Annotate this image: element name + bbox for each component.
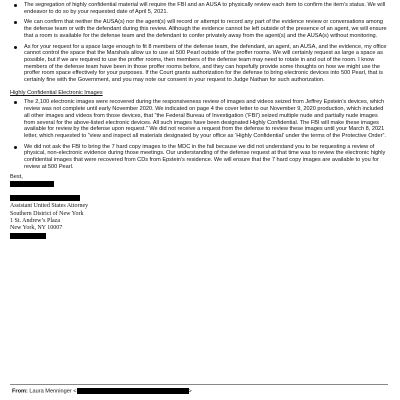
signature-block bbox=[10, 195, 388, 240]
closing bbox=[10, 174, 388, 188]
list-item bbox=[10, 2, 388, 15]
bullet-icon bbox=[14, 21, 17, 24]
signature-address2: New York, NY 10007 bbox=[10, 225, 63, 232]
list-item bbox=[10, 44, 388, 84]
bullet-icon bbox=[14, 46, 17, 49]
redacted-signer bbox=[10, 195, 80, 201]
bullet-text: The segregation of highly confidential material will require the FBI and an AUSA to physically review each item to confirm the item’s status. We will endeavor to do so by your requested date of April 5, 2021. bbox=[24, 2, 386, 15]
signature-address1: 1 St. Andrew’s Plaza bbox=[10, 217, 60, 224]
from-label: From: bbox=[12, 388, 28, 395]
redacted-email bbox=[77, 388, 189, 394]
section-heading: Highly Confidential Electronic Images bbox=[10, 89, 103, 96]
bullet-icon bbox=[14, 4, 17, 7]
redacted-name bbox=[10, 181, 54, 187]
bullet-icon bbox=[14, 101, 17, 104]
closing-text: Best, bbox=[10, 174, 23, 181]
list-item bbox=[10, 99, 388, 139]
bullet-text: As for your request for a space large enough to fit 8 members of the defense team, the defendant, an agent, an AUSA, and the evidence, my office cannot control the space that the Marshals allow us to use at 500 Pearl outside of the proffer rooms. We will certainly request as large a space as possible, but if we are required to use the proffer rooms, then members of the defense team may need to rotate in and out of the room. I know members of the defense team have been in those proffer rooms before, and they can hopefully provide some thoughts on how we might use the proffer room space effectively for your purposes. If the Court grants authorization for the defense to bring electronic devices into 500 Pearl, that is certainly fine with the Government, and you may note our consent in your request to Judge Nathan for such authorization. bbox=[24, 43, 387, 84]
email-divider bbox=[10, 384, 388, 385]
bullet-list-top bbox=[10, 2, 388, 84]
list-item bbox=[10, 19, 388, 39]
redacted-phone bbox=[10, 233, 46, 239]
bullet-icon bbox=[14, 146, 17, 149]
bullet-text: We can confirm that neither the AUSA(s) nor the agent(s) will record or attempt to record any part of the evidence review or conversations among the defense team or with the defendant during this review. Although the evidence cannot be left outside of the presence of an agent, we will ensure that a room is available for the defense team and the defendant to confer privately away from the agent(s) and the AUSA(s) without monitoring. bbox=[24, 19, 387, 39]
bullet-text: We did not ask the FBI to bring the 7 hard copy images to the MDC in the fall because we did not understand you to be requesting a review of physical, non-electronic evidence during those meetings. Our understanding of the defense request at that time was to review the electronic highly confidential images that were recovered from CDs from Epstein’s residence. We will ensure that the 7 hard copy images are available to you for review at 500 Pearl. bbox=[24, 143, 386, 170]
signature-office: Southern District of New York bbox=[10, 210, 84, 217]
from-name: Laura Menninger < bbox=[29, 388, 77, 395]
bullet-text: The 2,100 electronic images were recovered during the responsiveness review of images and videos seized from Jeffrey Epstein’s devices, which review was not complete until early November 2020. We indicated on page 4 the cover letter to our November 9, 2020 production, which included all other images and videos from those devices, that “the Federal Bureau of Investigation (‘FBI’) seized multiple nude and partially nude images from several for the above-listed electronic devices. All such images have been designated Highly Confidential. The FBI will make these images available for review by the defense upon request.” We did not receive a request from the defense to review these images until your March 8, 2021 letter, which requested to “view and inspect all materials designated by your office as ‘Highly Confidential’ under the terms of the Protective Order”. bbox=[24, 99, 386, 139]
list-item bbox=[10, 144, 388, 171]
signature-title: Assistant United States Attorney bbox=[10, 203, 89, 210]
bullet-list-section bbox=[10, 99, 388, 170]
email-from-line: From: Laura Menninger < > bbox=[12, 388, 192, 395]
